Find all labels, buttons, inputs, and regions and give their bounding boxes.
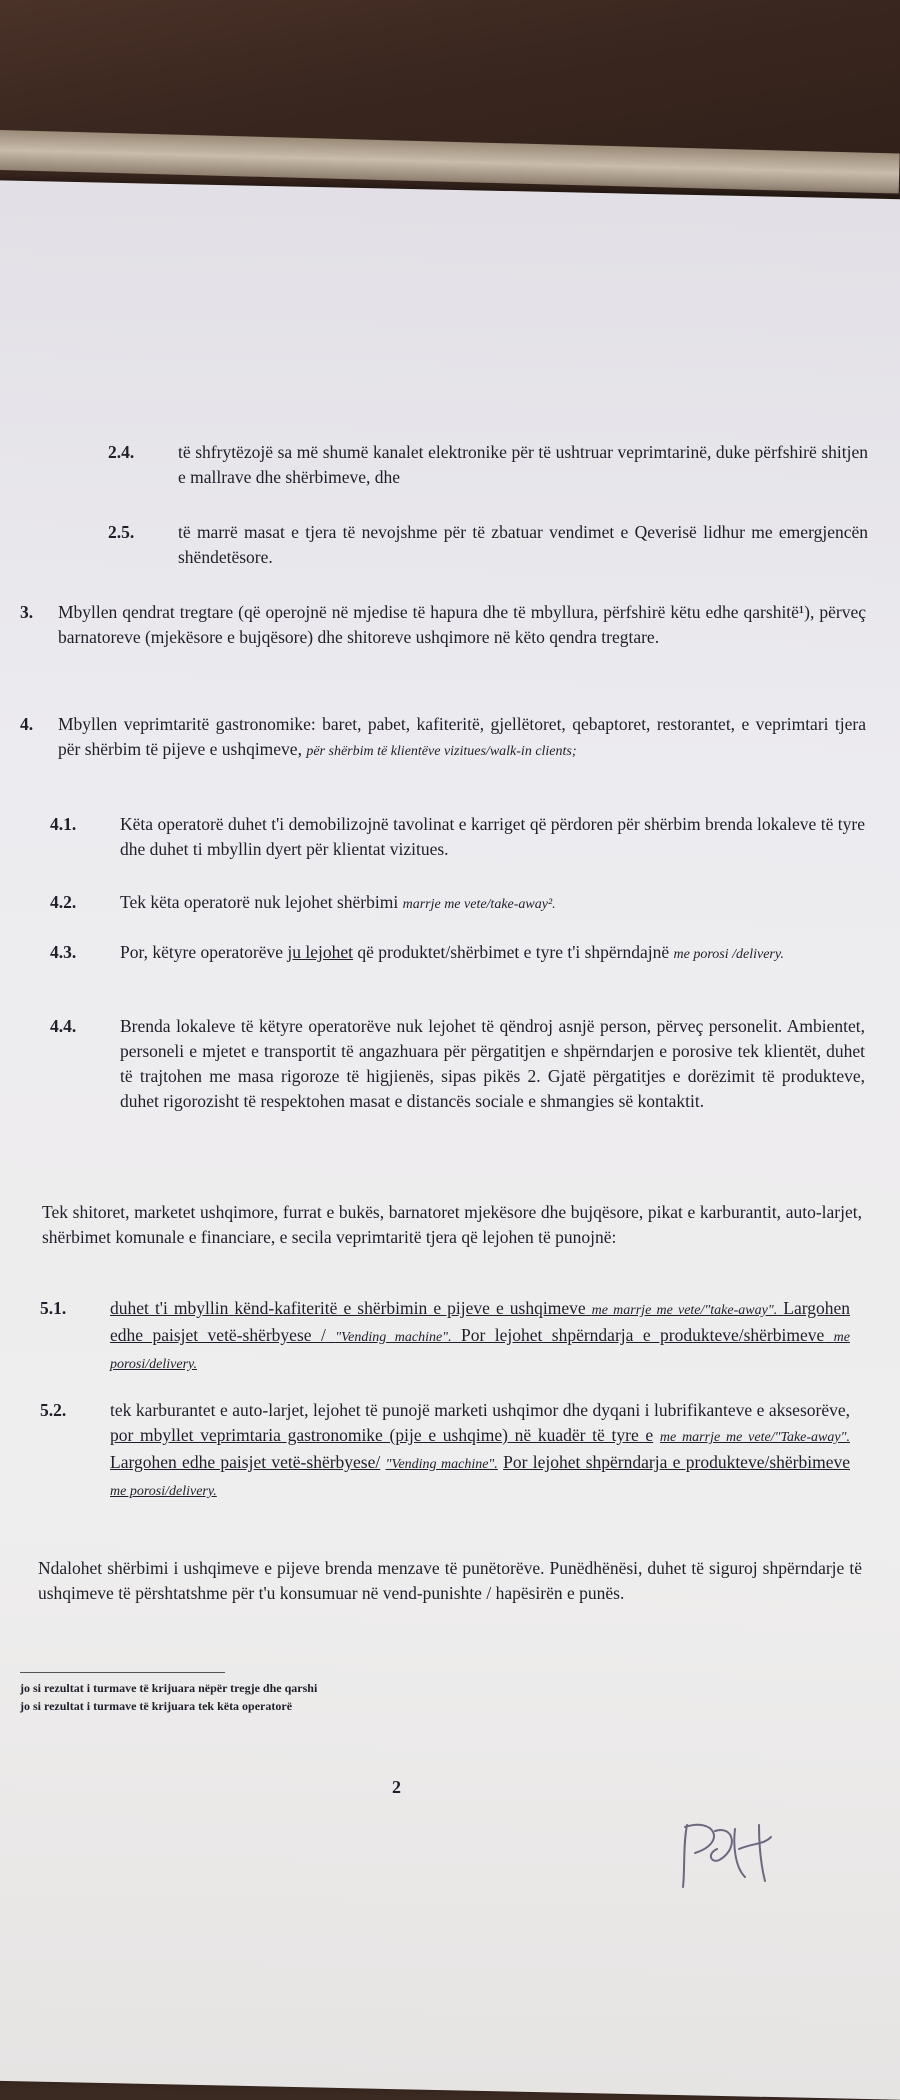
footnote-divider [20,1672,225,1673]
item-number: 2.4. [108,442,135,462]
item-text [110,1398,850,1504]
item-number: 5.2. [40,1400,67,1420]
item-text: të shfrytëzojë sa më shumë kanalet elektronike për të ushtruar veprimtarinë, duke përfshirë shitjen e mallrave dhe shërbimeve, dhe [178,442,868,487]
item-text-italic-3: me porosi/delivery. [110,1330,850,1372]
item-text-underline-3: Por lejohet shpërndarja e produkteve/shërbimeve [503,1452,850,1472]
item-text-main: Por, këtyre operatorëve [120,942,284,962]
item-number: 4.1. [50,814,77,834]
item-number: 4.4. [50,1016,77,1036]
item-text [110,1296,850,1377]
item-text-underline-1: por mbyllet veprimtaria gastronomike (pije e ushqime) në kuadër të tyre e [110,1425,654,1445]
item-number: 3. [20,602,34,622]
item-text-main: Tek këta operatorë nuk lejohet shërbimi [120,892,399,912]
item-text-underline: ju lejohet [287,942,354,962]
item-text: Tek shitoret, marketet ushqimore, furrat e bukës, barnatoret mjekësore dhe bujqësore, pikat e karburantit, auto-larjet, shërbimet komunale e financiare, e secila veprimtaritë tjera që lejohen të punojnë: [42,1202,862,1247]
page-number: 2 [392,1777,401,1797]
item-text [120,940,865,967]
item-number: 4. [20,714,34,734]
item-text-main-2: Largohen edhe paisjet vetë-shërbyese / [110,1298,851,1345]
item-text-main-2: që produktet/shërbimet e tyre t'i shpërndajnë [357,942,670,962]
item-text-italic: marrje me vete/take-away². [402,897,556,912]
item-text-italic: për shërbim të klientëve vizitues/walk-in clients; [306,744,577,759]
item-text-main: Mbyllen veprimtaritë gastronomike: baret, pabet, kafiteritë, gjellëtoret, qebaptoret, restorantet, e veprimtari tjera për shërbim të pijeve e ushqimeve, [58,714,866,759]
item-text-main: duhet t'i mbyllin kënd-kafiteritë e shërbimin e pijeve e ushqimeve [110,1298,586,1318]
item-text-main-3: Por lejohet shpërndarja e produkteve/shërbimeve [461,1325,825,1345]
handwritten-signature [675,1815,785,1902]
item-text-italic-2: "Vending machine". [385,1457,498,1472]
item-text-underline-2: Largohen edhe paisjet vetë-shërbyese/ [110,1452,381,1472]
item-text-italic-3: me porosi/delivery. [110,1484,217,1499]
item-number: 4.2. [50,892,77,912]
item-text-italic-2: "Vending machine". [335,1330,452,1345]
item-text [120,890,865,917]
footnote-2: jo si rezultat i turmave të krijuara tek këta operatorë [20,1699,293,1713]
item-text-main: tek karburantet e auto-larjet, lejohet të punojë marketi ushqimor dhe dyqani i lubrifikanteve e aksesorëve, [110,1400,850,1420]
item-text [58,712,866,764]
item-number: 4.3. [50,942,77,962]
item-text-italic-1: me marrje me vete/"take-away". [591,1303,778,1318]
item-text: Këta operatorë duhet t'i demobilizojnë tavolinat e karriget që përdoren për shërbim brenda lokaleve të tyre dhe duhet ti mbyllin dyert për klientat vizitues. [120,814,865,859]
item-text-italic-1: me marrje me vete/"Take-away". [659,1430,850,1445]
item-text: Mbyllen qendrat tregtare (që operojnë në mjedise të hapura dhe të mbyllura, përfshirë këtu edhe qarshitë¹), përveç barnatoreve (mjekësore e bujqësore) dhe shitoreve ushqimore në këto qendra tregtare. [58,602,866,647]
footnote-1: jo si rezultat i turmave të krijuara nëpër tregje dhe qarshi [20,1681,318,1695]
item-text-italic: me porosi /delivery. [673,947,784,962]
item-number: 5.1. [40,1298,67,1318]
item-number: 2.5. [108,522,135,542]
item-text: Ndalohet shërbimi i ushqimeve e pijeve brenda menzave të punëtorëve. Punëdhënësi, duhet të siguroj shpërndarje të ushqimeve të përshtatshme për t'u konsumuar në vend-punishte / hapësirën e punës. [38,1558,862,1603]
item-text: Brenda lokaleve të këtyre operatorëve nuk lejohet të qëndroj asnjë person, përveç personelit. Ambientet, personeli e mjetet e transportit të angazhuara për përgatitjen e shpërndarjen e porosive tek klientët, duhet të trajtohen me masa rigoroze të higjienës, sipas pikës 2. Gjatë përgatitjes e dorëzimit të produkteve, duhet rigorozisht të respektohen masat e distancës sociale e shmangies së kontaktit. [120,1016,865,1111]
document-content [20,0,900,2025]
item-text: të marrë masat e tjera të nevojshme për të zbatuar vendimet e Qeverisë lidhur me emergjencën shëndetësore. [178,522,868,567]
